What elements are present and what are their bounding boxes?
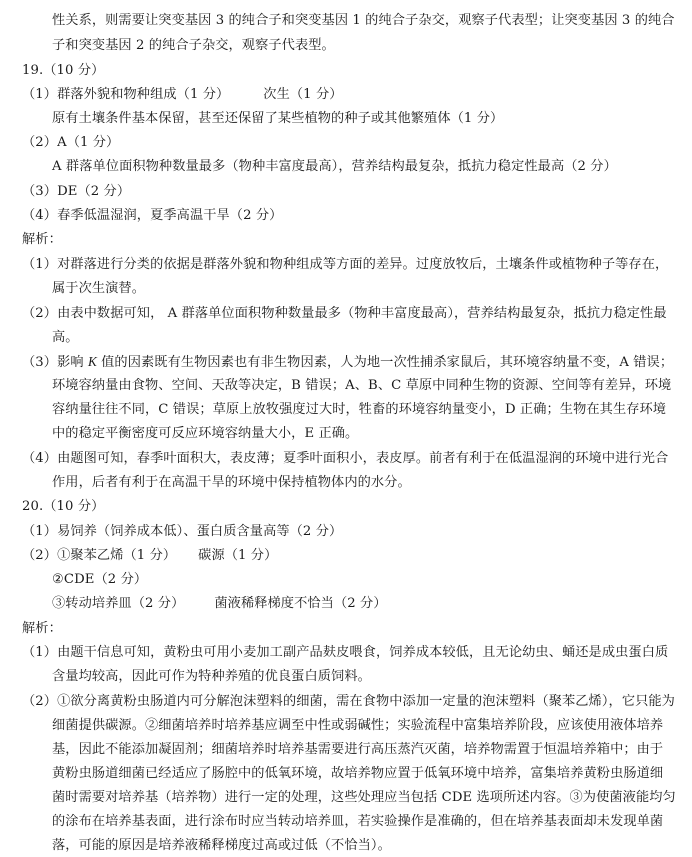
q20-explain-2-line-6: 的涂布在培养基表面，进行涂布时应当转动培养皿，若实验操作是准确的，但在培养基表面却未发现单菌: [52, 814, 664, 829]
q19-answer-1-part-b: 次生（1 分）: [263, 87, 343, 102]
q20-answer-1: （1）易饲养（饲养成本低）、蛋白质含量高等（2 分）: [22, 524, 343, 539]
q20-answer-2-item-2: ②CDE（2 分）: [52, 572, 148, 587]
q20-explain-2-line-5: 菌时需要对培养基（培养物）进行一定的处理，这些处理应当包括 CDE 选项所述内容。③为使菌液能均匀: [52, 790, 676, 805]
q20-explain-2-line-4: 黄粉虫肠道细菌已经适应了肠腔中的低氧环境，故培养物应置于低氧环境中培养，富集培养黄粉虫肠道细: [52, 766, 664, 781]
q20-answer-2-item-3-a: ③转动培养皿（2 分）: [52, 596, 185, 611]
q19-explain-4-line-2: 作用，后者有利于在高温干旱的环境中保持植物体内的水分。: [52, 475, 411, 490]
q19-answer-1: [22, 87, 343, 103]
q19-explain-3-line-2: 环境容纳量由食物、空间、天敌等决定，B 错误；A、B、C 草原中同种生物的资源、空间等有差异，环境: [52, 378, 672, 393]
q20-explain-2-line-3: 基，因此不能添加凝固剂；细菌培养时培养基需要进行高压蒸汽灭菌，培养物需置于恒温培养箱中；由于: [52, 742, 664, 757]
q19-answer-2: （2）A（1 分）: [22, 135, 120, 150]
q19-explain-4-line-1: （4）由题图可知，春季叶面积大，表皮薄；夏季叶面积小，表皮厚。前者有利于在低温湿润的环境中进行光合: [22, 451, 669, 466]
q19-heading: 19.（10 分）: [22, 63, 105, 78]
pre-line-2: 子和突变基因 2 的纯合子杂交，观察子代表型。: [52, 38, 335, 53]
q20-answer-2-item-3-b: 菌液稀释梯度不恰当（2 分）: [214, 596, 387, 611]
pre-line-1: 性关系，则需要让突变基因 3 的纯合子和突变基因 1 的纯合子杂交，观察子代表型；让突变基因 3 的纯合: [52, 13, 675, 28]
q19-explain-3-suffix: 值的因素既有生物因素也有非生物因素，人为地一次性捕杀家鼠后，其环境容纳量不变，A 错误；: [96, 355, 674, 370]
q20-analysis-label: 解析：: [22, 621, 62, 636]
q19-explain-1-line-1: （1）对群落进行分类的依据是群落外貌和物种组成等方面的差异。过度放牧后，土壤条件或植物种子等存在，: [22, 257, 669, 272]
q19-explain-2-line-1: （2）由表中数据可知， A 群落单位面积物种数量最多（物种丰富度最高），营养结构最复杂，抵抗力稳定性最: [22, 306, 667, 321]
q19-answer-1-part-a: （1）群落外貌和物种组成（1 分）: [22, 87, 230, 102]
q19-answer-2-detail: A 群落单位面积物种数量最多（物种丰富度最高），营养结构最复杂，抵抗力稳定性最高（2 分）: [52, 159, 617, 174]
q19-answer-1-detail: 原有土壤条件基本保留，甚至还保留了某些植物的种子或其他繁殖体（1 分）: [52, 111, 504, 126]
q19-answer-3: （3）DE（2 分）: [22, 184, 131, 199]
q19-answer-4: （4）春季低温湿润，夏季高温干旱（2 分）: [22, 208, 283, 223]
q20-answer-2-item-3: [52, 596, 387, 612]
q19-explain-1-line-2: 属于次生演替。: [52, 281, 146, 296]
q19-explain-2-line-2: 高。: [52, 330, 79, 345]
q20-answer-2-part-a: （2）①聚苯乙烯（1 分）: [22, 548, 177, 563]
k-symbol: K: [87, 354, 97, 369]
q19-explain-3-line-3: 容纳量往往不同，C 错误；草原上放牧强度过大时，牲畜的环境容纳量变小，D 正确；生物在其生存环境: [52, 402, 667, 417]
q19-explain-3-line-1: [22, 354, 673, 371]
q20-answer-2: [22, 548, 277, 564]
q20-explain-2-line-1: （2）①欲分离黄粉虫肠道内可分解泡沫塑料的细菌，需在食物中添加一定量的泡沫塑料（聚苯乙烯），它只能为: [22, 694, 675, 709]
q20-explain-2-line-2: 细菌提供碳源。②细菌培养时培养基应调至中性或弱碱性；实验流程中富集培养阶段，应该使用液体培养: [52, 718, 664, 733]
q20-heading: 20.（10 分）: [22, 499, 105, 514]
q20-answer-2-part-b: 碳源（1 分）: [198, 548, 278, 563]
q20-explain-1-line-2: 含量均较高，因此可作为特种养殖的优良蛋白质饲料。: [52, 669, 371, 684]
q20-explain-1-line-1: （1）由题干信息可知，黄粉虫可用小麦加工副产品麸皮喂食，饲养成本较低，且无论幼虫、蛹还是成虫蛋白质: [22, 645, 669, 660]
q20-explain-2-line-7: 落，可能的原因是培养液稀释梯度过高或过低（不恰当）。: [52, 838, 391, 853]
q19-explain-3-line-4: 中的稳定平衡密度可反应环境容纳量大小，E 正确。: [52, 426, 359, 441]
q19-analysis-label: 解析：: [22, 232, 62, 247]
q19-explain-3-prefix: （3）影响: [22, 355, 88, 370]
